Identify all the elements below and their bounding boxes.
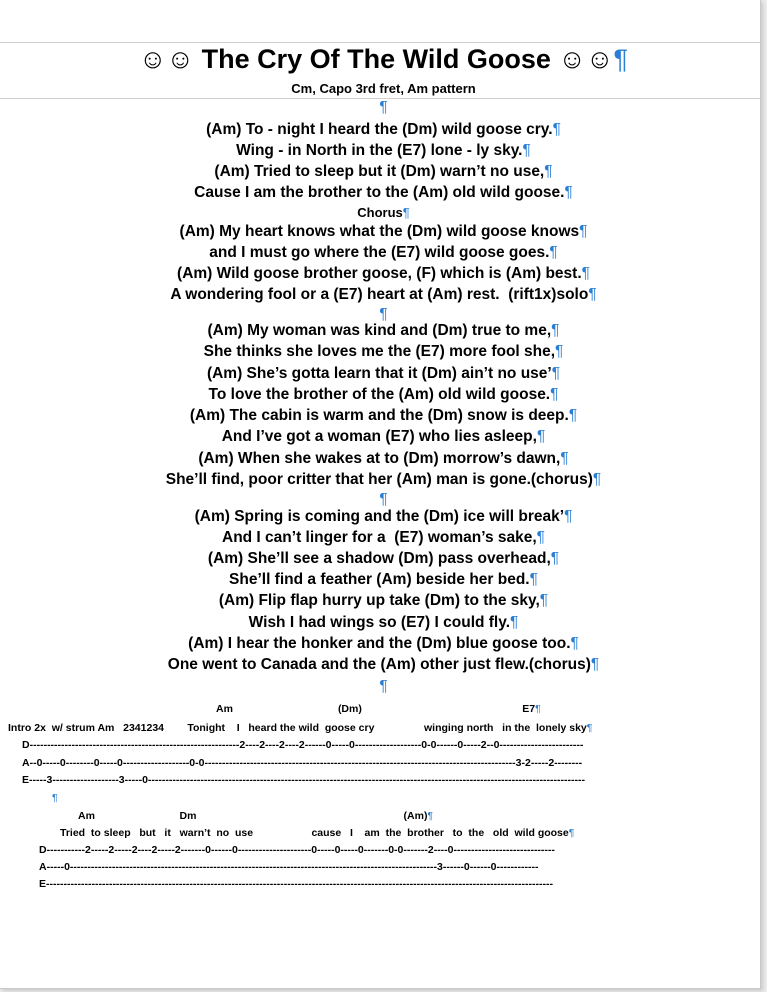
lyric-line: Cause I am the brother to the (Am) old wild goose.¶ <box>194 184 573 201</box>
song-title: ☺☺ The Cry Of The Wild Goose ☺☺¶ <box>138 44 629 74</box>
tab-lyric-line: Intro 2x w/ strum Am 2341234 Tonight I heard the wild goose cry winging north in the lonely sky¶ <box>8 722 593 734</box>
lyric-line: (Am) My woman was kind and (Dm) true to me,¶ <box>207 322 560 339</box>
chorus-label: Chorus¶ <box>357 205 410 220</box>
lyric-line: (Am) She’s gotta learn that it (Dm) ain’t no use’¶ <box>206 365 561 382</box>
lyric-line: To love the brother of the (Am) old wild goose.¶ <box>208 386 559 403</box>
blank-paragraph: ¶ <box>379 306 388 323</box>
tab-chord-line: Am Dm (Am)¶ <box>78 810 434 822</box>
lyric-line: (Am) I hear the honker and the (Dm) blue goose too.¶ <box>188 635 579 652</box>
lyric-line: (Am) Flip flap hurry up take (Dm) to the sky,¶ <box>218 592 549 609</box>
lyric-line: (Am) Tried to sleep but it (Dm) warn’t no use,¶ <box>214 163 553 180</box>
tab-string-a: A--0-----0--------0-----0-------------------0-0-----------------------------------------------------------------------------------------3-2-----2-------- <box>22 757 583 769</box>
chorus-line: (Am) My heart knows what the (Dm) wild goose knows¶ <box>179 223 588 240</box>
lyric-line: And I’ve got a woman (E7) who lies asleep,¶ <box>221 428 546 445</box>
tab-string-d: D-----------2-----2-----2----2-----2-------0------0---------------------0-----0-----0-------0-0-------2----0----------------------------- <box>39 844 555 856</box>
lyric-line: She’ll find, poor critter that her (Am) man is gone.(chorus)¶ <box>165 471 602 488</box>
blank-paragraph: ¶ <box>52 792 58 804</box>
tab-lyric-line: Tried to sleep but it warn’t no use cause I am the brother to the old wild goose¶ <box>60 827 575 839</box>
lyric-line: Wing - in North in the (E7) lone - ly sky.¶ <box>236 142 531 159</box>
song-subtitle: Cm, Capo 3rd fret, Am pattern <box>291 81 476 96</box>
tab-string-a: A-----0---------------------------------------------------------------------------------------------------------3------0------0------------ <box>39 861 539 873</box>
tab-string-e: E------------------------------------------------------------------------------------------------------------------------------------------------- <box>39 878 554 890</box>
blank-paragraph: ¶ <box>379 491 388 508</box>
chorus-line: and I must go where the (E7) wild goose goes.¶ <box>209 244 558 261</box>
lyric-line: She thinks she loves me the (E7) more fool she,¶ <box>203 343 564 360</box>
lyric-line: She’ll find a feather (Am) beside her bed.¶ <box>229 571 538 588</box>
lyric-line: (Am) When she wakes at to (Dm) morrow’s dawn,¶ <box>198 450 569 467</box>
chorus-line: (Am) Wild goose brother goose, (F) which is (Am) best.¶ <box>177 265 590 282</box>
blank-paragraph: ¶ <box>379 678 388 695</box>
lyric-line: (Am) The cabin is warm and the (Dm) snow is deep.¶ <box>189 407 578 424</box>
lyric-line: (Am) She’ll see a shadow (Dm) pass overhead,¶ <box>207 550 560 567</box>
lyric-line: (Am) Spring is coming and the (Dm) ice will break’¶ <box>194 508 573 525</box>
blank-paragraph: ¶ <box>379 99 388 116</box>
tab-string-d: D------------------------------------------------------------2----2----2----2------0-----0-------------------0-0------0-----2--0------------------------ <box>22 739 584 751</box>
top-divider <box>0 42 761 43</box>
lyric-line: And I can’t linger for a (E7) woman’s sake,¶ <box>222 529 545 546</box>
chorus-line: A wondering fool or a (E7) heart at (Am) rest. (rift1x)solo¶ <box>170 286 597 303</box>
lyric-line: Wish I had wings so (E7) I could fly.¶ <box>248 614 519 631</box>
lyric-line: One went to Canada and the (Am) other just flew.(chorus)¶ <box>167 656 600 673</box>
lyric-line: (Am) To - night I heard the (Dm) wild goose cry.¶ <box>206 121 561 138</box>
tab-string-e: E-----3-------------------3-----0----------------------------------------------------------------------------------------------------------------------------- <box>22 774 585 786</box>
tab-chord-line: Am (Dm) E7¶ <box>216 703 541 715</box>
